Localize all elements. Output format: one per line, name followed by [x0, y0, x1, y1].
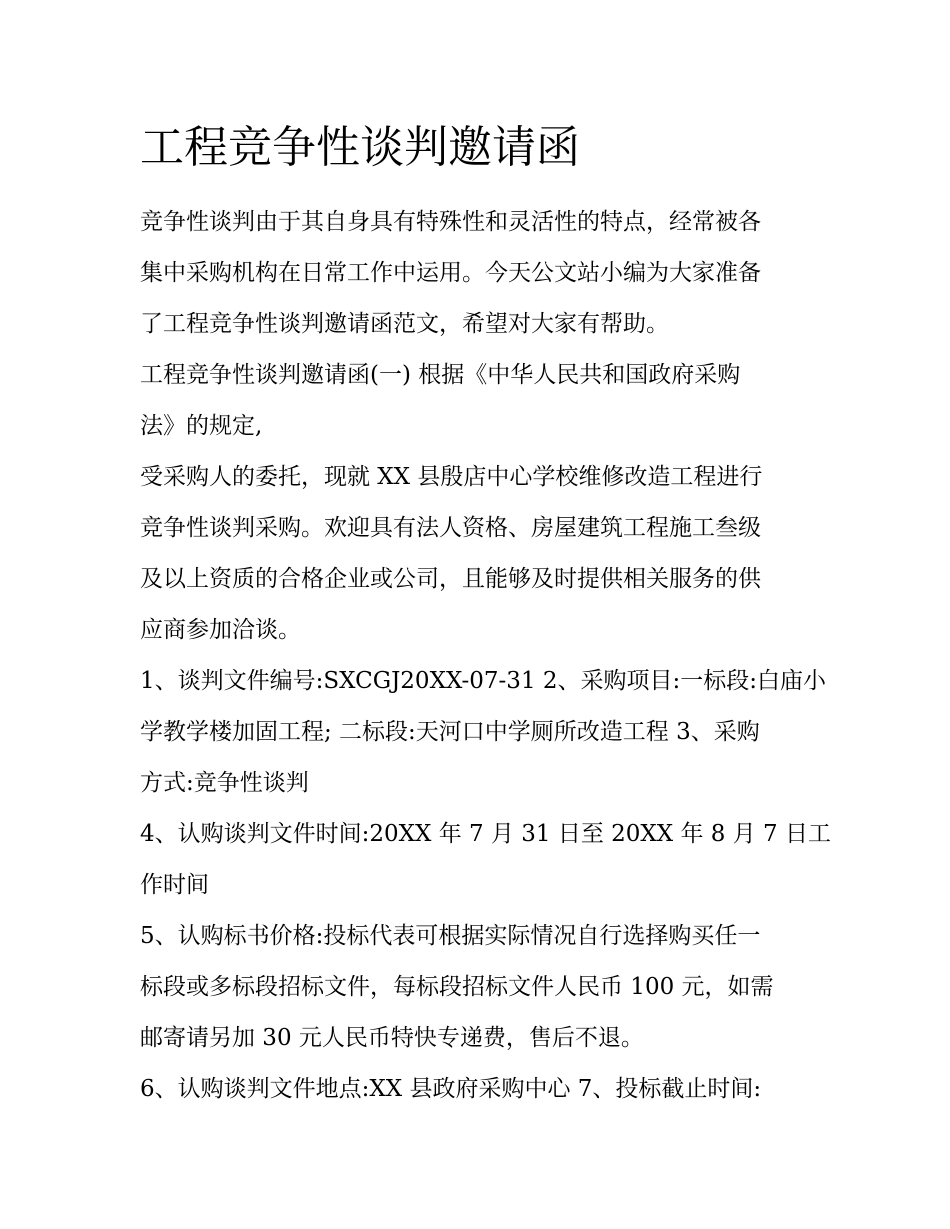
body-line: 1、谈判文件编号:SXCGJ20XX-07-31 2、采购项目:一标段:白庙小 [140, 668, 827, 694]
body-line: 及以上资质的合格企业或公司，且能够及时提供相关服务的供 [140, 566, 761, 592]
body-line: 4、认购谈判文件时间:20XX 年 7 月 31 日至 20XX 年 8 月 7 日工 [140, 821, 831, 847]
body-line: 方式:竞争性谈判 [140, 770, 309, 796]
body-line: 受采购人的委托，现就 XX 县殷店中心学校维修改造工程进行 [140, 464, 763, 490]
body-line: 6、认购谈判文件地点:XX 县政府采购中心 7、投标截止时间: [140, 1076, 762, 1102]
body-line: 集中采购机构在日常工作中运用。今天公文站小编为大家准备 [140, 260, 761, 286]
body-line: 了工程竞争性谈判邀请函范文，希望对大家有帮助。 [140, 311, 669, 337]
body-line: 学教学楼加固工程; 二标段:天河口中学厕所改造工程 3、采购 [140, 719, 760, 745]
body-line: 作时间 [140, 872, 209, 898]
body-line: 标段或多标段招标文件，每标段招标文件人民币 100 元，如需 [140, 974, 774, 1000]
document-title: 工程竞争性谈判邀请函 [140, 122, 580, 173]
body-line: 竞争性谈判采购。欢迎具有法人资格、房屋建筑工程施工叁级 [140, 515, 761, 541]
body-line: 邮寄请另加 30 元人民币特快专递费，售后不退。 [140, 1025, 644, 1051]
body-line: 法》的规定, [140, 413, 263, 439]
body-line: 工程竞争性谈判邀请函(一) 根据《中华人民共和国政府采购 [140, 362, 741, 388]
body-line: 竞争性谈判由于其自身具有特殊性和灵活性的特点，经常被各 [140, 209, 761, 235]
body-line: 5、认购标书价格:投标代表可根据实际情况自行选择购买任一 [140, 923, 761, 949]
body-line: 应商参加洽谈。 [140, 617, 301, 643]
